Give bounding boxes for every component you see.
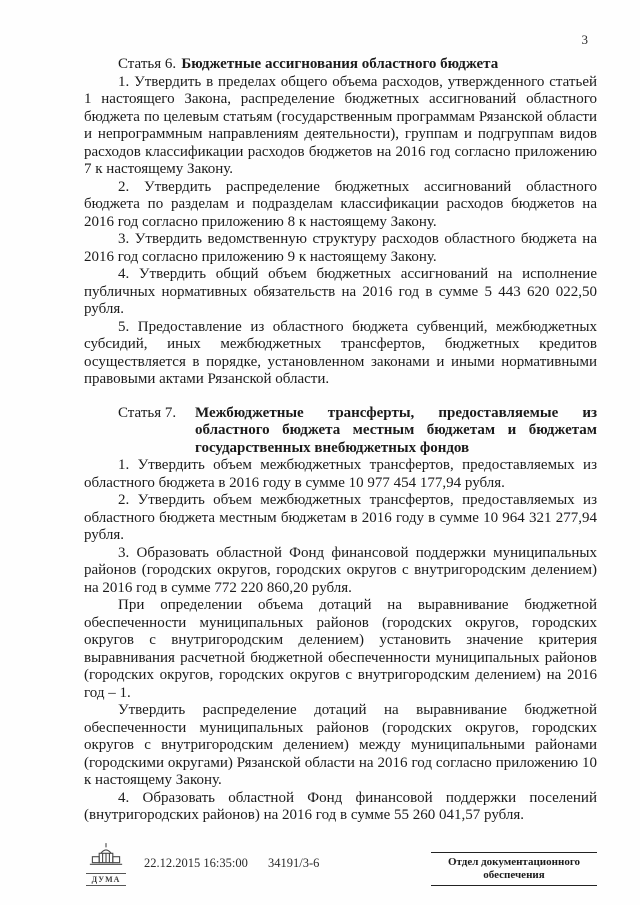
article7-title-line-1: Межбюджетные трансферты, предоставляемые из: [195, 404, 597, 421]
article6-title: Бюджетные ассигнования областного бюджета: [181, 56, 499, 72]
article6-paragraph-4: 4. Утвердить общий объем бюджетных ассигнований на исполнение публичных нормативных обязательств на 2016 год в сумме 5 443 620 022,50 рубля.: [84, 266, 597, 317]
footer-datetime: 22.12.2015 16:35:00: [144, 856, 248, 870]
duma-stamp-label: ДУМА: [86, 873, 126, 886]
article7-paragraph-1: 1. Утвердить объем межбюджетных трансфертов, предоставляемых из областного бюджета в 2016 году в сумме 10 977 454 177,94 рубля.: [84, 457, 597, 491]
article7-title-line-2: областного бюджета местным бюджетам и бюджетам: [195, 422, 597, 438]
footer: [0, 840, 640, 900]
document-body: [84, 56, 597, 825]
duma-building-icon: [89, 855, 123, 872]
article6-paragraph-1: 1. Утвердить в пределах общего объема расходов, утвержденного статьей 1 настоящего Закона, распределение бюджетных ассигнований областного бюджета по целевым статьям (государственным программам Рязанской области и непрограммным направлениям деятельности), группам и подгруппам видов расходов классификации расходов бюджетов на 2016 год согласно приложению 7 к настоящему Закону.: [84, 73, 597, 177]
article7-paragraph-2: 2. Утвердить объем межбюджетных трансфертов, предоставляемых из областного бюджета местным бюджетам в 2016 году в сумме 10 964 321 277,94 рубля.: [84, 492, 597, 543]
article7-heading: [84, 405, 597, 458]
article7-paragraph-3: 3. Образовать областной Фонд финансовой поддержки муниципальных районов (городских округов, городских округов с внутригородским делением) на 2016 год в сумме 772 220 860,20 рубля.: [84, 544, 597, 596]
footer-department: Отдел документационного обеспечения: [431, 852, 597, 886]
article7-paragraph-6: 4. Образовать областной Фонд финансовой поддержки поселений (внутригородских районов) на 2016 год в сумме 55 260 041,57 рубля.: [84, 789, 597, 823]
article6-paragraph-3: 3. Утвердить ведомственную структуру расходов областного бюджета на 2016 год согласно приложению 9 к настоящему Закону.: [84, 231, 597, 265]
article7-label: Статья 7.: [118, 404, 177, 421]
article6-paragraph-2: 2. Утвердить распределение бюджетных ассигнований областного бюджета по разделам и подразделам классификации расходов бюджетов на 2016 год согласно приложению 8 к настоящему Закону.: [84, 178, 597, 230]
footer-doc-number: 34191/3-6: [268, 856, 320, 870]
article7-title: [195, 405, 597, 458]
article7-title-line-3: государственных внебюджетных фондов: [195, 439, 470, 456]
page-number: 3: [581, 32, 588, 47]
article7-paragraph-5: Утвердить распределение дотаций на выравнивание бюджетной обеспеченности муниципальных районов (городских округов, городских округов с внутригородским делением) между муниципальными районами (городскими округами) Рязанской области на 2016 год согласно приложению 10 к настоящему Закону.: [84, 702, 597, 788]
article6-heading: [84, 56, 597, 74]
duma-stamp: [86, 842, 126, 886]
article6-paragraph-5: 5. Предоставление из областного бюджета субвенций, межбюджетных субсидий, иных межбюджетных трансфертов, бюджетных кредитов осуществляется в порядке, установленном законами и иными нормативными правовыми актами Рязанской области.: [84, 318, 597, 387]
article6-label: Статья 6.: [118, 56, 177, 72]
article7-paragraph-4: При определении объема дотаций на выравнивание бюджетной обеспеченности муниципальных районов (городских округов, городских округов с внутригородским делением) установить значение критерия выравнивания расчетной бюджетной обеспеченности муниципальных районов (городских округов, городских округов с внутригородским делением) на 2016 год – 1.: [84, 597, 597, 701]
